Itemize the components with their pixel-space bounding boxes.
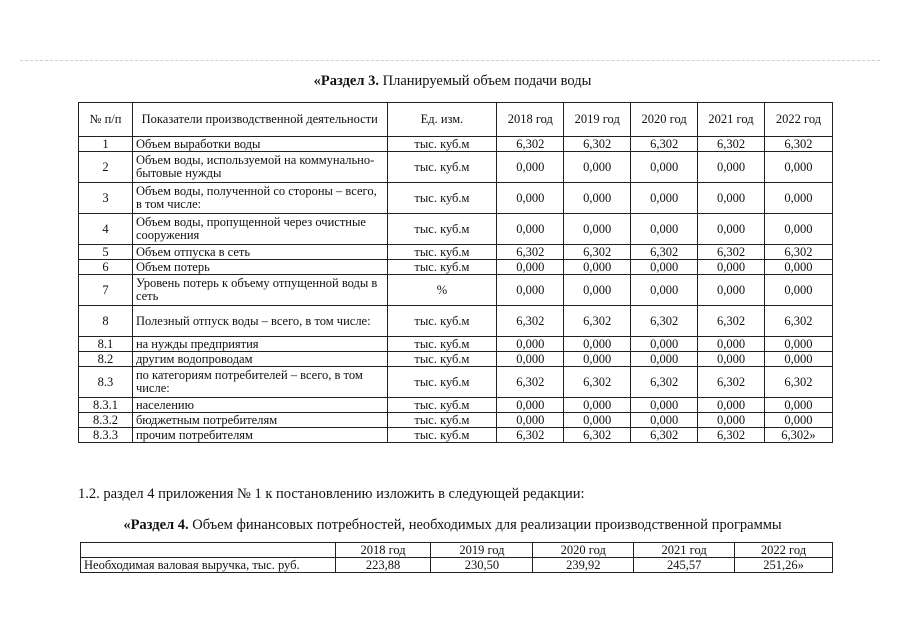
section4-title: «Раздел 4. Объем финансовых потребностей, необходимых для реализации производственной программы bbox=[123, 517, 782, 533]
header-cell: 2022 год bbox=[764, 103, 832, 137]
table-row bbox=[79, 245, 833, 260]
row-unit: тыс. куб.м bbox=[387, 398, 497, 413]
header-cell: Ед. изм. bbox=[387, 103, 497, 137]
value-cell: 0,000 bbox=[631, 214, 698, 245]
value-cell: 0,000 bbox=[631, 275, 698, 306]
table-header-row bbox=[79, 103, 833, 137]
value-cell: 6,302 bbox=[698, 306, 765, 337]
value-cell: 0,000 bbox=[698, 413, 765, 428]
header-cell: 2018 год bbox=[497, 103, 564, 137]
table-row bbox=[79, 306, 833, 337]
table-row bbox=[79, 152, 833, 183]
row-name: на нужды предприятия bbox=[132, 337, 387, 352]
table-row bbox=[79, 367, 833, 398]
table-row bbox=[79, 137, 833, 152]
value-cell: 6,302 bbox=[564, 137, 631, 152]
value-cell: 6,302» bbox=[764, 428, 832, 443]
value-cell: 0,000 bbox=[631, 152, 698, 183]
value-cell: 0,000 bbox=[497, 260, 564, 275]
row-name: Объем потерь bbox=[132, 260, 387, 275]
row-name: другим водопроводам bbox=[132, 352, 387, 367]
value-cell: 6,302 bbox=[497, 137, 564, 152]
table-row bbox=[79, 214, 833, 245]
row-unit: тыс. куб.м bbox=[387, 152, 497, 183]
value-cell: 0,000 bbox=[564, 275, 631, 306]
value-cell: 230,50 bbox=[431, 558, 533, 573]
header-cell: 2019 год bbox=[431, 543, 533, 558]
amendment-paragraph: 1.2. раздел 4 приложения № 1 к постановлению изложить в следующей редакции: bbox=[78, 486, 585, 502]
value-cell: 239,92 bbox=[533, 558, 634, 573]
row-name: Объем отпуска в сеть bbox=[132, 245, 387, 260]
row-name: по категориям потребителей – всего, в том числе: bbox=[132, 367, 387, 398]
table-row bbox=[79, 428, 833, 443]
row-number: 4 bbox=[79, 214, 133, 245]
value-cell: 0,000 bbox=[631, 260, 698, 275]
value-cell: 6,302 bbox=[631, 428, 698, 443]
header-cell: 2021 год bbox=[634, 543, 735, 558]
section3-title: «Раздел 3. Планируемый объем подачи воды bbox=[313, 73, 592, 89]
value-cell: 0,000 bbox=[564, 398, 631, 413]
value-cell: 6,302 bbox=[564, 306, 631, 337]
value-cell: 6,302 bbox=[764, 367, 832, 398]
value-cell: 245,57 bbox=[634, 558, 735, 573]
value-cell: 0,000 bbox=[698, 275, 765, 306]
water-supply-table bbox=[78, 102, 833, 443]
row-unit: тыс. куб.м bbox=[387, 260, 497, 275]
value-cell: 6,302 bbox=[698, 137, 765, 152]
row-name: Объем воды, полученной со стороны – всего, в том числе: bbox=[132, 183, 387, 214]
header-cell: 2019 год bbox=[564, 103, 631, 137]
value-cell: 6,302 bbox=[497, 306, 564, 337]
row-number: 8 bbox=[79, 306, 133, 337]
value-cell: 6,302 bbox=[764, 306, 832, 337]
value-cell: 6,302 bbox=[698, 428, 765, 443]
table-row bbox=[79, 398, 833, 413]
value-cell: 0,000 bbox=[497, 398, 564, 413]
value-cell: 0,000 bbox=[564, 352, 631, 367]
row-unit: тыс. куб.м bbox=[387, 352, 497, 367]
value-cell: 0,000 bbox=[497, 413, 564, 428]
row-number: 8.3.1 bbox=[79, 398, 133, 413]
value-cell: 6,302 bbox=[698, 367, 765, 398]
header-cell: 2021 год bbox=[698, 103, 765, 137]
value-cell: 0,000 bbox=[698, 183, 765, 214]
table-row bbox=[79, 337, 833, 352]
table-row bbox=[79, 183, 833, 214]
value-cell: 0,000 bbox=[698, 152, 765, 183]
header-cell bbox=[81, 543, 336, 558]
value-cell: 6,302 bbox=[698, 245, 765, 260]
value-cell: 0,000 bbox=[698, 214, 765, 245]
header-cell: 2018 год bbox=[335, 543, 431, 558]
value-cell: 6,302 bbox=[631, 367, 698, 398]
table-row bbox=[79, 260, 833, 275]
value-cell: 0,000 bbox=[764, 275, 832, 306]
value-cell: 0,000 bbox=[631, 337, 698, 352]
table-row bbox=[79, 275, 833, 306]
row-name: бюджетным потребителям bbox=[132, 413, 387, 428]
row-unit: тыс. куб.м bbox=[387, 245, 497, 260]
row-name: Объем воды, пропущенной через очистные сооружения bbox=[132, 214, 387, 245]
row-unit: тыс. куб.м bbox=[387, 306, 497, 337]
row-name: Объем воды, используемой на коммунально-бытовые нужды bbox=[132, 152, 387, 183]
value-cell: 6,302 bbox=[497, 367, 564, 398]
row-number: 8.3.2 bbox=[79, 413, 133, 428]
value-cell: 0,000 bbox=[631, 398, 698, 413]
row-number: 6 bbox=[79, 260, 133, 275]
table-row bbox=[79, 352, 833, 367]
row-number: 8.3.3 bbox=[79, 428, 133, 443]
value-cell: 0,000 bbox=[497, 337, 564, 352]
value-cell: 0,000 bbox=[564, 152, 631, 183]
value-cell: 6,302 bbox=[764, 245, 832, 260]
value-cell: 0,000 bbox=[564, 260, 631, 275]
value-cell: 0,000 bbox=[564, 337, 631, 352]
table-row bbox=[79, 413, 833, 428]
financial-needs-table bbox=[80, 542, 833, 573]
value-cell: 0,000 bbox=[497, 152, 564, 183]
header-cell: Показатели производственной деятельности bbox=[132, 103, 387, 137]
value-cell: 0,000 bbox=[564, 413, 631, 428]
value-cell: 0,000 bbox=[497, 214, 564, 245]
value-cell: 0,000 bbox=[631, 352, 698, 367]
row-unit: тыс. куб.м bbox=[387, 428, 497, 443]
row-unit: тыс. куб.м bbox=[387, 137, 497, 152]
row-number: 1 bbox=[79, 137, 133, 152]
value-cell: 0,000 bbox=[698, 398, 765, 413]
header-cell: 2022 год bbox=[735, 543, 833, 558]
value-cell: 6,302 bbox=[564, 367, 631, 398]
row-unit: % bbox=[387, 275, 497, 306]
row-number: 2 bbox=[79, 152, 133, 183]
value-cell: 6,302 bbox=[497, 428, 564, 443]
header-cell: 2020 год bbox=[533, 543, 634, 558]
header-cell: 2020 год bbox=[631, 103, 698, 137]
value-cell: 0,000 bbox=[764, 413, 832, 428]
table-header-row bbox=[81, 543, 833, 558]
value-cell: 0,000 bbox=[497, 352, 564, 367]
value-cell: 0,000 bbox=[764, 337, 832, 352]
value-cell: 6,302 bbox=[764, 137, 832, 152]
table-row bbox=[81, 558, 833, 573]
value-cell: 6,302 bbox=[631, 245, 698, 260]
row-number: 3 bbox=[79, 183, 133, 214]
value-cell: 0,000 bbox=[764, 398, 832, 413]
row-name: Объем выработки воды bbox=[132, 137, 387, 152]
value-cell: 251,26» bbox=[735, 558, 833, 573]
row-label: Необходимая валовая выручка, тыс. руб. bbox=[81, 558, 336, 573]
row-number: 8.3 bbox=[79, 367, 133, 398]
value-cell: 6,302 bbox=[631, 137, 698, 152]
value-cell: 0,000 bbox=[698, 352, 765, 367]
value-cell: 0,000 bbox=[564, 183, 631, 214]
value-cell: 0,000 bbox=[698, 337, 765, 352]
scan-dash-line bbox=[20, 60, 880, 63]
value-cell: 0,000 bbox=[764, 260, 832, 275]
row-name: Уровень потерь к объему отпущенной воды в сеть bbox=[132, 275, 387, 306]
value-cell: 223,88 bbox=[335, 558, 431, 573]
row-name: населению bbox=[132, 398, 387, 413]
row-unit: тыс. куб.м bbox=[387, 337, 497, 352]
header-cell: № п/п bbox=[79, 103, 133, 137]
row-number: 5 bbox=[79, 245, 133, 260]
value-cell: 6,302 bbox=[564, 245, 631, 260]
value-cell: 6,302 bbox=[564, 428, 631, 443]
value-cell: 6,302 bbox=[631, 306, 698, 337]
row-number: 7 bbox=[79, 275, 133, 306]
value-cell: 0,000 bbox=[698, 260, 765, 275]
row-number: 8.1 bbox=[79, 337, 133, 352]
value-cell: 0,000 bbox=[497, 183, 564, 214]
value-cell: 0,000 bbox=[497, 275, 564, 306]
row-number: 8.2 bbox=[79, 352, 133, 367]
row-unit: тыс. куб.м bbox=[387, 183, 497, 214]
row-name: прочим потребителям bbox=[132, 428, 387, 443]
value-cell: 6,302 bbox=[497, 245, 564, 260]
row-unit: тыс. куб.м bbox=[387, 413, 497, 428]
value-cell: 0,000 bbox=[764, 214, 832, 245]
row-unit: тыс. куб.м bbox=[387, 214, 497, 245]
value-cell: 0,000 bbox=[564, 214, 631, 245]
value-cell: 0,000 bbox=[631, 413, 698, 428]
value-cell: 0,000 bbox=[631, 183, 698, 214]
value-cell: 0,000 bbox=[764, 183, 832, 214]
value-cell: 0,000 bbox=[764, 152, 832, 183]
value-cell: 0,000 bbox=[764, 352, 832, 367]
row-name: Полезный отпуск воды – всего, в том числе: bbox=[132, 306, 387, 337]
row-unit: тыс. куб.м bbox=[387, 367, 497, 398]
